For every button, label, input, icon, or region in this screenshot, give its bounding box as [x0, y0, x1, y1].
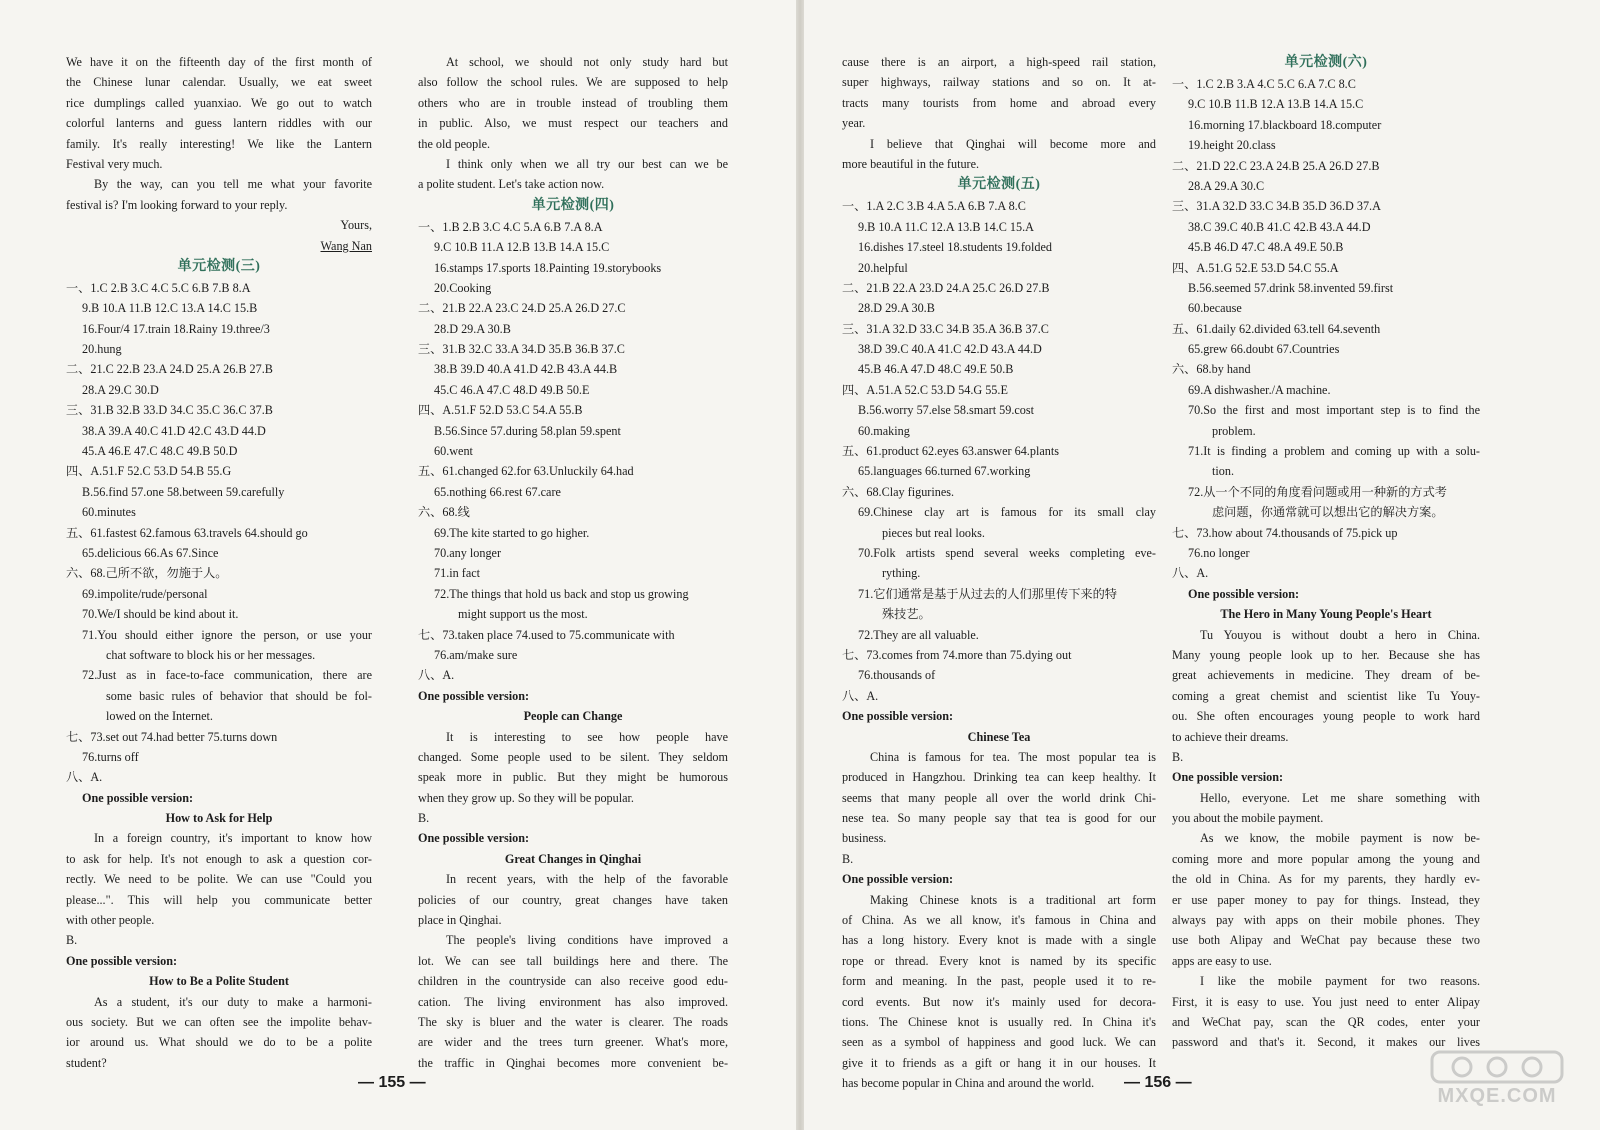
- page-number-156: — 156 —: [1124, 1074, 1192, 1091]
- text-line: China is famous for tea. The most popular tea is: [870, 749, 1156, 764]
- text-line: the old people.: [418, 136, 491, 151]
- text-line: you about the mobile payment.: [1172, 811, 1324, 826]
- text-line: The people's living conditions have improved a: [446, 933, 728, 948]
- text-line: 三、31.A 32.D 33.C 34.B 35.A 36.B 37.C: [842, 321, 1049, 336]
- text-line: cation. The living environment has also improved.: [418, 994, 728, 1009]
- text-line: 60.making: [858, 423, 910, 438]
- text-line: 69.Chinese clay art is famous for its small clay: [858, 505, 1156, 520]
- text-line: 八、A.: [842, 688, 879, 703]
- text-line: B.56.worry 57.else 58.smart 59.cost: [858, 403, 1035, 418]
- text-line: festival is? I'm looking forward to your reply.: [66, 197, 288, 212]
- text-line: 71.It is finding a problem and coming up with a solu-: [1188, 444, 1480, 459]
- text-line: 五、61.product 62.eyes 63.answer 64.plants: [842, 444, 1059, 459]
- text-line: 殊技艺。: [882, 607, 931, 622]
- text-line: 9.C 10.B 11.B 12.A 13.B 14.A 15.C: [1188, 97, 1364, 112]
- right-page-column-1: [842, 52, 1156, 1094]
- text-line: use both Alipay and WeChat pay because these two: [1172, 933, 1480, 948]
- text-line: 16.stamps 17.sports 18.Painting 19.storybooks: [434, 260, 662, 275]
- text-line: rything.: [882, 566, 921, 581]
- text-line: I think only when we all try our best can we be: [446, 156, 728, 171]
- text-line: 五、61.daily 62.divided 63.tell 64.seventh: [1172, 321, 1381, 336]
- text-line: 45.B 46.D 47.C 48.A 49.E 50.B: [1188, 240, 1344, 255]
- text-line: the Chinese lunar calendar. Usually, we eat sweet: [66, 75, 372, 90]
- text-line: 72.They are all valuable.: [858, 627, 979, 642]
- text-line: 一、1.C 2.B 3.A 4.C 5.C 6.A 7.C 8.C: [1172, 77, 1356, 91]
- text-line: One possible version:: [82, 790, 194, 805]
- text-line: B.: [842, 851, 854, 866]
- text-line: B.56.find 57.one 58.between 59.carefully: [82, 484, 285, 499]
- text-line: We have it on the fifteenth day of the first month of: [66, 55, 372, 69]
- text-line: Great Changes in Qinghai: [504, 851, 642, 866]
- text-line: 70.any longer: [434, 545, 502, 560]
- text-line: seen as a symbol of happiness and good luck. We can: [842, 1035, 1156, 1050]
- watermark-emblem-icon: [1422, 1048, 1572, 1088]
- text-line: 72.Just as in face-to-face communication, there are: [82, 668, 372, 683]
- text-line: student?: [66, 1055, 107, 1070]
- text-line: 六、68.己所不欲，勿施于人。: [66, 566, 228, 581]
- text-line: One possible version:: [418, 831, 530, 846]
- text-line: colorful lanterns and guess lantern riddles with our: [66, 116, 372, 131]
- text-line: 五、61.changed 62.for 63.Unluckily 64.had: [418, 464, 634, 479]
- text-line: As we know, the mobile payment is now be-: [1200, 831, 1480, 846]
- text-line: In a foreign country, it's important to know how: [94, 831, 372, 846]
- text-line: year.: [842, 116, 866, 131]
- text-line: Making Chinese knots is a traditional art form: [870, 892, 1156, 907]
- text-line: of China. As we all know, it's famous in China and: [842, 913, 1156, 928]
- text-line: Hello, everyone. Let me share something with: [1200, 790, 1480, 805]
- text-line: I like the mobile payment for two reasons.: [1200, 974, 1480, 989]
- text-line: tracts many tourists from home and abroad every: [842, 95, 1156, 110]
- text-line: rectly. We need to be polite. We can use "Could you: [66, 872, 372, 887]
- text-line: produced in Hangzhou. Drinking tea can keep healthy. It: [842, 770, 1156, 785]
- text-line: 八、A.: [1172, 566, 1209, 581]
- text-line: cause there is an airport, a high-speed rail station,: [842, 55, 1156, 69]
- text-line: apps are easy to use.: [1172, 953, 1272, 968]
- text-line: As a student, it's our duty to make a harmoni-: [94, 994, 372, 1009]
- text-line: Festival very much.: [66, 156, 163, 171]
- page-156: [804, 0, 1600, 1130]
- text-line: B.: [418, 811, 430, 826]
- text-line: pieces but real looks.: [882, 525, 985, 540]
- text-line: I believe that Qinghai will become more and: [870, 136, 1156, 151]
- text-line: form and meaning. In the past, people used it to re-: [842, 974, 1156, 989]
- text-line: B.56.seemed 57.drink 58.invented 59.first: [1188, 280, 1394, 295]
- text-line: 60.because: [1188, 301, 1242, 316]
- text-line: 28.D 29.A 30.B: [858, 301, 935, 316]
- text-line: speak more in public. But they might be humorous: [418, 770, 728, 785]
- text-line: 20.hung: [82, 342, 122, 357]
- text-line: has a long history. Every knot is made with a single: [842, 933, 1156, 948]
- text-line: 虑问题，你通常就可以想出它的解决方案。: [1212, 505, 1444, 520]
- text-line: 72.The things that hold us back and stop us growing: [434, 586, 689, 601]
- book-gutter: [796, 0, 804, 1130]
- text-line: 71.它们通常是基于从过去的人们那里传下来的特: [858, 586, 1117, 601]
- text-line: 71.in fact: [434, 566, 481, 581]
- text-line: might support us the most.: [458, 607, 588, 622]
- page-155: [0, 0, 796, 1130]
- text-line: changed. Some people used to be silent. They seldom: [418, 749, 728, 764]
- text-line: 9.B 10.A 11.C 12.A 13.B 14.C 15.A: [858, 219, 1034, 234]
- text-line: a polite student. Let's take action now.: [418, 177, 605, 192]
- text-line: Many young people look up to her. Because she has: [1172, 647, 1480, 662]
- text-line: 45.B 46.A 47.D 48.C 49.E 50.B: [858, 362, 1014, 377]
- text-line: password and that's it. Second, it makes our lives: [1172, 1035, 1480, 1050]
- text-line: 20.helpful: [858, 260, 908, 275]
- left-page-column-1: [66, 52, 372, 1073]
- text-line: ous society. But we can often see the impolite behav-: [66, 1014, 372, 1029]
- text-line: How to Ask for Help: [165, 811, 273, 826]
- text-line: B.: [1172, 749, 1184, 764]
- text-line: 八、A.: [66, 770, 103, 785]
- text-line: One possible version:: [66, 953, 178, 968]
- text-line: 六、68.by hand: [1172, 362, 1251, 377]
- text-line: 二、21.B 22.A 23.C 24.D 25.A 26.D 27.C: [418, 301, 626, 316]
- text-line: chat software to block his or her messages.: [106, 647, 316, 662]
- text-line: 五、61.fastest 62.famous 63.travels 64.should go: [66, 525, 308, 540]
- text-line: 45.C 46.A 47.C 48.D 49.B 50.E: [434, 382, 590, 397]
- text-line: please...". This will help you communicate better: [66, 892, 372, 907]
- text-line: 38.B 39.D 40.A 41.D 42.B 43.A 44.B: [434, 362, 618, 377]
- text-line: great achievements in medicine. They dream of be-: [1172, 668, 1480, 683]
- text-line: 69.A dishwasher./A machine.: [1188, 382, 1331, 397]
- text-line: always pay with apps on their mobile phones. They: [1172, 913, 1480, 928]
- text-line: lowed on the Internet.: [106, 709, 213, 724]
- text-line: 28.A 29.A 30.C: [1188, 178, 1265, 193]
- text-line: seems that many people all over the world drink Chi-: [842, 790, 1156, 805]
- text-line: At school, we should not only study hard but: [446, 55, 728, 69]
- text-line: 60.went: [434, 444, 473, 459]
- text-line: Chinese Tea: [967, 729, 1031, 744]
- text-line: 45.A 46.E 47.C 48.C 49.B 50.D: [82, 444, 238, 459]
- text-line: 70.So the first and most important step is to find the: [1188, 403, 1480, 418]
- text-line: 28.A 29.C 30.D: [82, 382, 159, 397]
- text-line: 四、A.51.A 52.C 53.D 54.G 55.E: [842, 382, 1008, 397]
- text-line: 八、A.: [418, 668, 455, 683]
- text-line: 38.A 39.A 40.C 41.D 42.C 43.D 44.D: [82, 423, 266, 438]
- text-line: 76.no longer: [1188, 545, 1250, 560]
- text-line: 16.dishes 17.steel 18.students 19.folded: [858, 240, 1052, 255]
- text-line: rice dumplings called yuanxiao. We go out to watch: [66, 95, 372, 110]
- text-line: 38.C 39.C 40.B 41.C 42.B 43.A 44.D: [1188, 219, 1371, 234]
- text-line: children in the countryside can also receive good edu-: [418, 974, 728, 989]
- text-line: 19.height 20.class: [1188, 138, 1276, 153]
- text-line: 16.morning 17.blackboard 18.computer: [1188, 117, 1382, 132]
- text-line: First, it is easy to use. You just need to enter Alipay: [1172, 994, 1480, 1009]
- text-line: 65.delicious 66.As 67.Since: [82, 545, 219, 560]
- watermark-text: MXQE.COM: [1437, 1085, 1557, 1107]
- text-line: It is interesting to see how people have: [446, 729, 728, 744]
- text-line: ior around us. What should we do to be a polite: [66, 1035, 372, 1050]
- text-line: to achieve their dreams.: [1172, 729, 1289, 744]
- text-line: more beautiful in the future.: [842, 156, 980, 171]
- text-line: some basic rules of behavior that should be fol-: [106, 688, 372, 703]
- text-line: 20.Cooking: [434, 280, 492, 295]
- watermark-logo: [1422, 1048, 1572, 1108]
- text-line: the traffic in Qinghai becomes more convenient be-: [418, 1055, 728, 1070]
- text-line: 六、68.Clay figurines.: [842, 484, 955, 499]
- text-line: 三、31.A 32.D 33.C 34.B 35.D 36.D 37.A: [1172, 199, 1381, 214]
- text-line: 65.grew 66.doubt 67.Countries: [1188, 342, 1340, 357]
- text-line: and WeChat pay, scan the QR codes, enter your: [1172, 1014, 1480, 1029]
- text-line: 二、21.B 22.A 23.D 24.A 25.C 26.D 27.B: [842, 280, 1050, 295]
- text-line: 三、31.B 32.B 33.D 34.C 35.C 36.C 37.B: [66, 403, 273, 418]
- text-line: also follow the school rules. We are supposed to help: [418, 75, 728, 90]
- text-line: 71.You should either ignore the person, or use your: [82, 627, 372, 642]
- text-line: 38.D 39.C 40.A 41.C 42.D 43.A 44.D: [858, 342, 1042, 357]
- text-line: 72.从一个不同的角度看问题或用一种新的方式考: [1188, 484, 1447, 499]
- text-line: 四、A.51.F 52.D 53.C 54.A 55.B: [418, 403, 583, 418]
- text-line: has become popular in China and around the world.: [842, 1076, 1095, 1091]
- text-line: 76.turns off: [82, 749, 139, 764]
- text-line: others who are in trouble instead of troubling them: [418, 95, 728, 110]
- text-line: when they grow up. So they will be popular.: [418, 790, 634, 805]
- text-line: One possible version:: [842, 709, 954, 724]
- page-number-155: — 155 —: [358, 1074, 426, 1091]
- text-line: One possible version:: [1172, 770, 1284, 785]
- text-line: 六、68.线: [418, 505, 470, 520]
- text-line: 69.The kite started to go higher.: [434, 525, 590, 540]
- text-line: 60.minutes: [82, 505, 136, 520]
- text-line: place in Qinghai.: [418, 913, 502, 928]
- text-line: 七、73.set out 74.had better 75.turns down: [66, 729, 278, 744]
- text-line: coming more and more popular among the young and: [1172, 851, 1480, 866]
- text-line: 一、1.B 2.B 3.C 4.C 5.A 6.B 7.A 8.A: [418, 219, 603, 234]
- section-heading: 单元检测(六): [1284, 55, 1368, 70]
- text-line: People can Change: [523, 709, 623, 724]
- text-line: policies of our country, great changes have taken: [418, 892, 728, 907]
- text-line: 28.D 29.A 30.B: [434, 321, 511, 336]
- text-line: ou. She often encourages young people to work hard: [1172, 709, 1480, 724]
- text-line: B.: [66, 933, 78, 948]
- text-line: tion.: [1212, 464, 1235, 479]
- text-line: Wang Nan: [320, 238, 372, 253]
- text-line: 一、1.C 2.B 3.C 4.C 5.C 6.B 7.B 8.A: [66, 280, 251, 295]
- text-line: In recent years, with the help of the favorable: [446, 872, 728, 887]
- text-line: give it to friends as a gift or hang it in our houses. It: [842, 1055, 1156, 1070]
- text-line: 二、21.D 22.C 23.A 24.B 25.A 26.D 27.B: [1172, 158, 1380, 173]
- text-line: super highways, railway stations and so on. It at-: [842, 75, 1156, 90]
- text-line: 70.We/I should be kind about it.: [82, 607, 239, 622]
- text-line: 65.languages 66.turned 67.working: [858, 464, 1031, 479]
- text-line: 9.B 10.A 11.B 12.C 13.A 14.C 15.B: [82, 301, 258, 316]
- text-line: family. It's really interesting! We like the Lantern: [66, 136, 372, 151]
- text-line: lot. We can see tall buildings here and there. The: [418, 953, 728, 968]
- text-line: Tu Youyou is without doubt a hero in China.: [1200, 627, 1480, 642]
- text-line: One possible version:: [418, 688, 530, 703]
- text-line: 16.Four/4 17.train 18.Rainy 19.three/3: [82, 321, 270, 336]
- text-line: coming a great chemist and scientist like Tu Youy-: [1172, 688, 1480, 703]
- text-line: business.: [842, 831, 887, 846]
- text-line: 七、73.taken place 74.used to 75.communicate with: [418, 627, 675, 642]
- right-page-column-2: [1172, 52, 1480, 1053]
- text-line: 76.am/make sure: [434, 647, 518, 662]
- section-heading: 单元检测(三): [177, 258, 261, 274]
- text-line: B.56.Since 57.during 58.plan 59.spent: [434, 423, 621, 438]
- text-line: tions. The Chinese knot is usually red. In China it's: [842, 1014, 1156, 1029]
- left-page-column-2: [418, 52, 728, 1073]
- text-line: are wider and the trees turn greener. What's more,: [418, 1035, 728, 1050]
- section-heading: 单元检测(四): [531, 197, 615, 213]
- text-line: One possible version:: [1188, 586, 1300, 601]
- text-line: to ask for help. It's not enough to ask a question cor-: [66, 851, 372, 866]
- text-line: 七、73.comes from 74.more than 75.dying out: [842, 647, 1072, 662]
- text-line: The sky is bluer and the water is clearer. The roads: [418, 1014, 728, 1029]
- text-line: 65.nothing 66.rest 67.care: [434, 484, 561, 499]
- text-line: 四、A.51.G 52.E 53.D 54.C 55.A: [1172, 260, 1339, 275]
- text-line: problem.: [1212, 423, 1256, 438]
- text-line: By the way, can you tell me what your favorite: [94, 177, 372, 192]
- text-line: 9.C 10.B 11.A 12.B 13.B 14.A 15.C: [434, 240, 610, 255]
- text-line: er use paper money to pay for things. Instead, they: [1172, 892, 1480, 907]
- text-line: the old in China. As for my parents, they hardly ev-: [1172, 872, 1480, 887]
- text-line: 三、31.B 32.C 33.A 34.D 35.B 36.B 37.C: [418, 342, 625, 357]
- text-line: One possible version:: [842, 872, 954, 887]
- text-line: 七、73.how about 74.thousands of 75.pick up: [1172, 525, 1398, 540]
- text-line: 一、1.A 2.C 3.B 4.A 5.A 6.B 7.A 8.C: [842, 199, 1026, 214]
- text-line: 四、A.51.F 52.C 53.D 54.B 55.G: [66, 464, 232, 479]
- text-line: How to Be a Polite Student: [149, 974, 289, 989]
- text-line: rope or thread. Every knot is named by its specific: [842, 953, 1156, 968]
- text-line: 70.Folk artists spend several weeks completing eve-: [858, 545, 1156, 560]
- text-line: 76.thousands of: [858, 668, 936, 683]
- text-line: The Hero in Many Young People's Heart: [1220, 607, 1432, 622]
- text-line: with other people.: [66, 913, 155, 928]
- text-line: in public. Also, we must respect our teachers and: [418, 116, 728, 131]
- text-line: 二、21.C 22.B 23.A 24.D 25.A 26.B 27.B: [66, 362, 273, 377]
- text-line: 69.impolite/rude/personal: [82, 586, 208, 601]
- section-heading: 单元检测(五): [957, 177, 1041, 193]
- text-line: nese tea. So many people say that tea is good for our: [842, 811, 1156, 826]
- text-line: Yours,: [340, 218, 372, 233]
- text-line: cord events. But now it's mainly used for decora-: [842, 994, 1156, 1009]
